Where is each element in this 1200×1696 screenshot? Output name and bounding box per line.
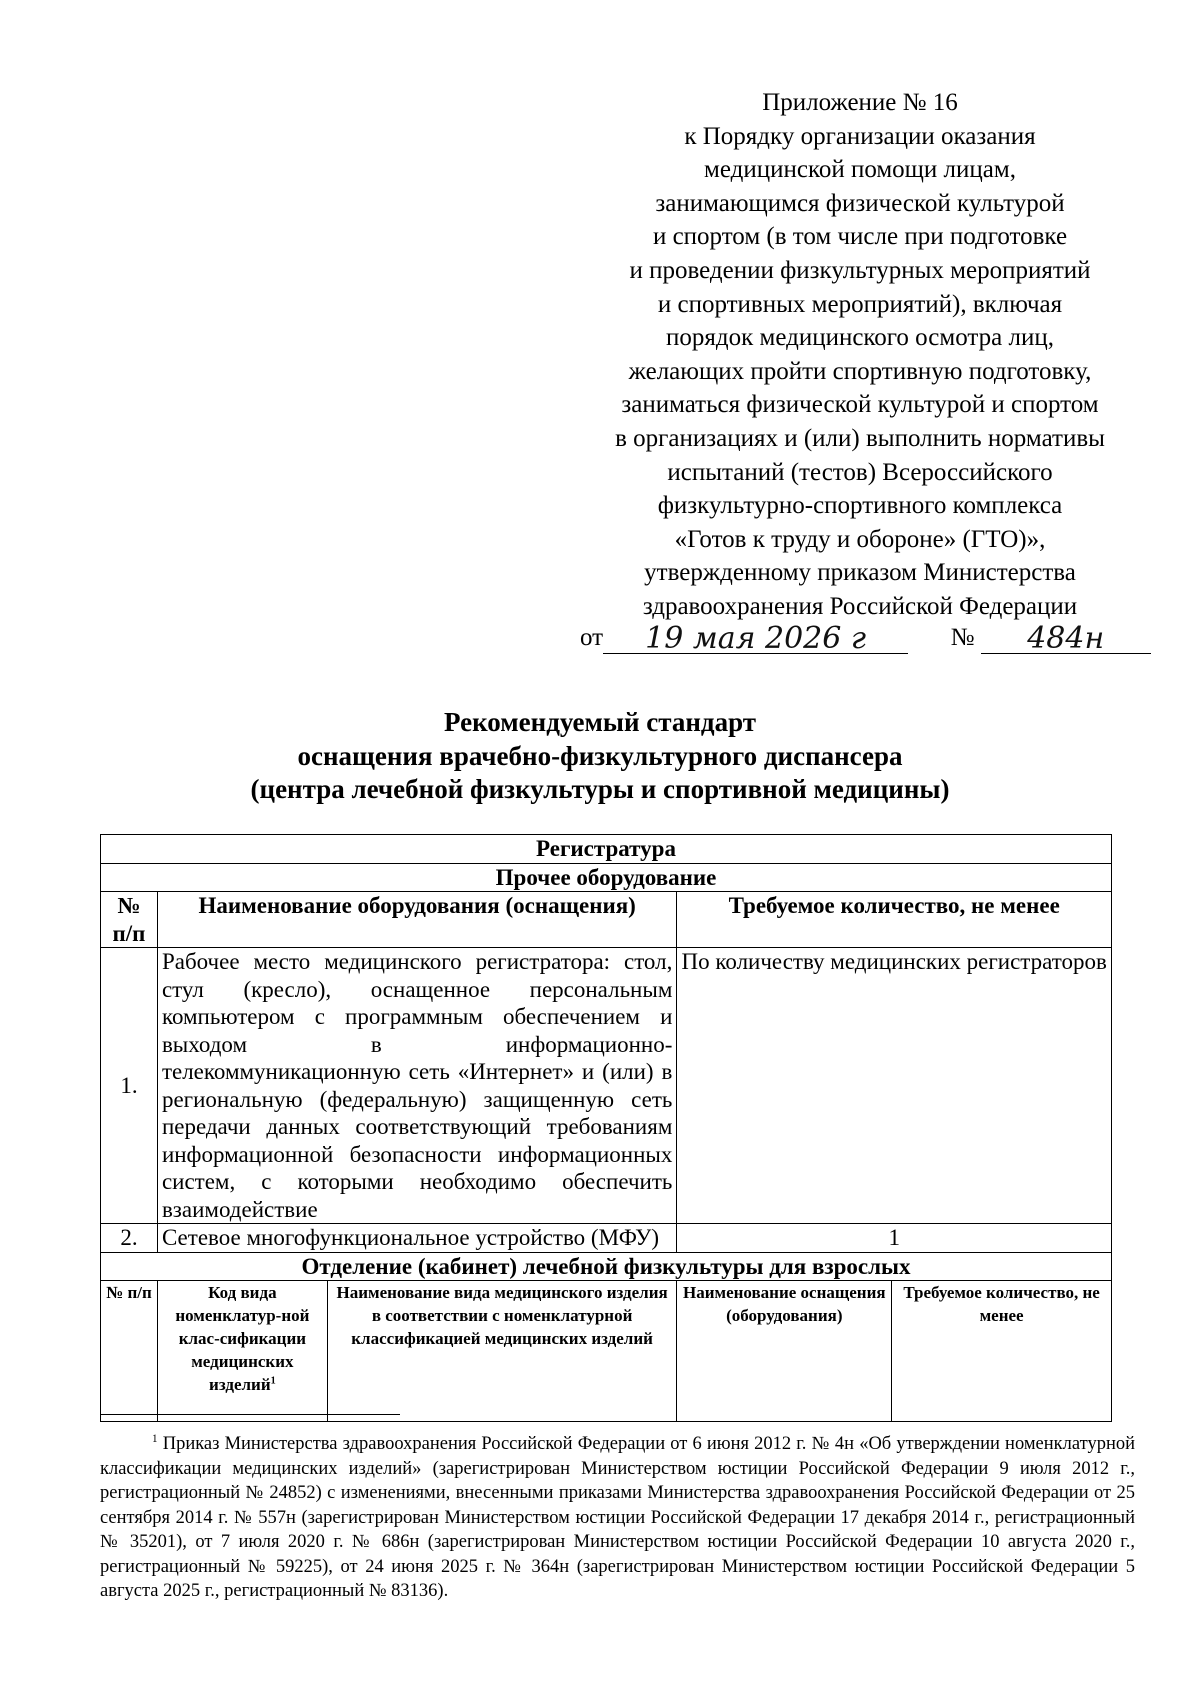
row-name: Рабочее место медицинского регистратора: стол, стул (кресло), оснащенное персональным компьютером с программным обеспечением и выходом в информационно-телекоммуникационную сеть «Интернет» и (или) в региональную (федеральную) защищенную сеть передачи данных соответствующий требованиям информационной безопасности информационных систем, с которыми необходимо обеспечить взаимодействие xyxy=(157,948,676,1224)
header2-code xyxy=(157,1281,327,1422)
appendix-line: медицинской помощи лицам, xyxy=(704,156,1016,184)
subsection-heading: Прочее оборудование xyxy=(101,863,1112,892)
section-heading: Регистратура xyxy=(101,835,1112,864)
row-name: Сетевое многофункциональное устройство (МФУ) xyxy=(157,1224,676,1253)
header-num: № п/п xyxy=(101,892,158,948)
handwritten-number: 484н xyxy=(981,625,1151,654)
header2-qty: Требуемое количество, не менее xyxy=(892,1281,1112,1422)
appendix-header xyxy=(560,86,1160,624)
header2-device: Наименование вида медицинского изделия в соответствии с номенклатурной классификацией медицинских изделий xyxy=(327,1281,677,1422)
appendix-line: заниматься физической культурой и спортом xyxy=(621,391,1099,419)
appendix-line: «Готов к труду и обороне» (ГТО)», xyxy=(674,525,1046,553)
number-prefix: № xyxy=(950,624,975,651)
handwritten-date: 19 мая 2026 г xyxy=(603,625,908,654)
appendix-line: физкультурно-спортивного комплекса xyxy=(657,492,1063,520)
header-name: Наименование оборудования (оснащения) xyxy=(157,892,676,948)
header-qty: Требуемое количество, не менее xyxy=(677,892,1112,948)
appendix-line: утвержденному приказом Министерства xyxy=(644,559,1076,587)
row-num: 2. xyxy=(101,1224,158,1253)
title-line-3: (центра лечебной физкультуры и спортивной медицины) xyxy=(250,774,950,804)
header2-code-text: Код вида номенклатур-ной клас-сификации медицинских изделий xyxy=(175,1283,310,1394)
appendix-line: здравоохранения Российской Федерации xyxy=(642,592,1078,620)
date-number-row xyxy=(580,622,1151,654)
header2-equipment: Наименование оснащения (оборудования) xyxy=(677,1281,892,1422)
appendix-line: Приложение № 16 xyxy=(762,89,958,116)
document-title xyxy=(0,706,1200,807)
appendix-line: к Порядку организации оказания xyxy=(684,122,1036,150)
footnote-mark: 1 xyxy=(152,1432,158,1445)
row-qty: 1 xyxy=(677,1224,1112,1253)
title-line-1: Рекомендуемый стандарт xyxy=(443,707,757,737)
table-row xyxy=(101,948,1112,1224)
appendix-line: и проведении физкультурных мероприятий xyxy=(629,256,1091,284)
appendix-line: испытаний (тестов) Всероссийского xyxy=(667,458,1053,486)
table-row xyxy=(101,1224,1112,1253)
row-num: 1. xyxy=(101,948,158,1224)
appendix-line: порядок медицинского осмотра лиц, xyxy=(666,324,1054,352)
appendix-line: и спортивных мероприятий), включая xyxy=(657,290,1063,318)
header2-num: № п/п xyxy=(101,1281,158,1422)
footnote xyxy=(100,1432,1135,1604)
footnote-text: Приказ Министерства здравоохранения Российской Федерации от 6 июня 2012 г. № 4н «Об утверждении номенклатурной классификации медицинских изделий» (зарегистрирован Министерством юстиции Российской Федерации 9 июля 2012 г., регистрационный № 24852) с изменениями, внесенными приказами Министерства здравоохранения Российской Федерации от 25 сентября 2014 г. № 557н (зарегистрирован Министерством юстиции Российской Федерации 17 декабря 2014 г., регистрационный № 35201), от 7 июля 2020 г. № 686н (зарегистрирован Министерством юстиции Российской Федерации 10 августа 2020 г., регистрационный № 59225), от 24 июня 2025 г. № 364н (зарегистрирован Министерством юстиции Российской Федерации 5 августа 2025 г., регистрационный № 83136). xyxy=(100,1434,1136,1601)
date-prefix: от xyxy=(580,624,604,651)
appendix-line: и спортом (в том числе при подготовке xyxy=(652,223,1068,251)
equipment-table xyxy=(100,834,1112,1422)
footnote-divider xyxy=(100,1414,400,1415)
footnote-ref: 1 xyxy=(270,1375,276,1387)
appendix-line: желающих пройти спортивную подготовку, xyxy=(628,357,1092,385)
section-heading: Отделение (кабинет) лечебной физкультуры для взрослых xyxy=(101,1252,1112,1281)
appendix-line: занимающимся физической культурой xyxy=(655,189,1065,217)
row-qty: По количеству медицинских регистраторов xyxy=(677,948,1112,1224)
title-line-2: оснащения врачебно-физкультурного диспансера xyxy=(297,740,903,771)
appendix-line: в организациях и (или) выполнить нормативы xyxy=(615,424,1105,452)
